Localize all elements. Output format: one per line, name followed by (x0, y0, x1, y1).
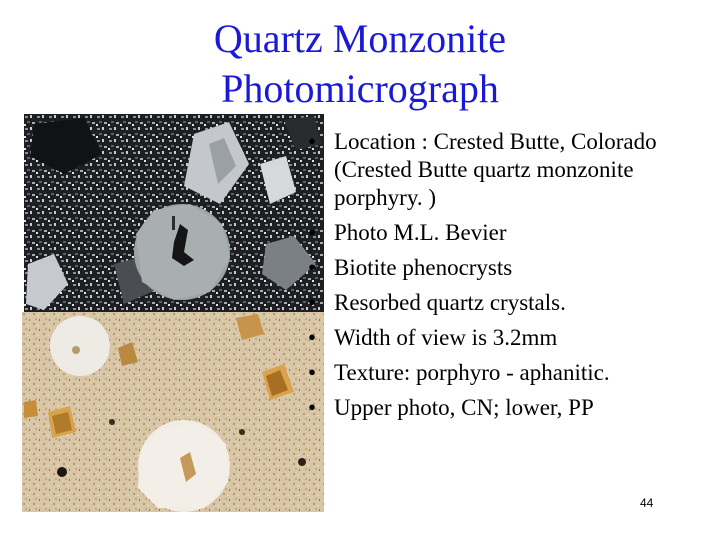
page-number: 44 (640, 496, 654, 510)
bullet-item-width (308, 324, 708, 352)
bullet-marker: • (308, 129, 317, 154)
bullet-marker: • (308, 395, 317, 420)
bullet-text: Upper photo, CN; lower, PP (334, 395, 594, 420)
bullet-item-quartz (308, 289, 708, 317)
slide-title-line-2: Photomicrograph (221, 66, 499, 111)
bullet-item-texture (308, 359, 708, 387)
bullet-text: Resorbed quartz crystals. (334, 290, 566, 315)
bullet-marker: • (308, 325, 317, 350)
bullet-marker: • (308, 220, 317, 245)
bullet-marker: • (308, 255, 317, 280)
bullet-marker: • (308, 360, 317, 385)
bullet-list (308, 128, 708, 429)
slide-title-line-1: Quartz Monzonite (213, 16, 507, 61)
photomicrograph-upper-cross-polarized (24, 114, 324, 314)
bullet-text: Texture: porphyro - aphanitic. (334, 360, 610, 385)
bullet-text: Photo M.L. Bevier (334, 220, 507, 245)
bullet-marker: • (308, 290, 317, 315)
bullet-item-biotite (308, 254, 708, 282)
bullet-text: Biotite phenocrysts (334, 255, 513, 280)
bullet-text: Width of view is 3.2mm (334, 325, 558, 350)
slide-title (140, 14, 580, 114)
bullet-text: Location : Crested Butte, Colorado (Crested Butte quartz monzonite porphyry. ) (334, 129, 657, 210)
bullet-item-photo-mode (308, 394, 708, 422)
bullet-item-location (308, 128, 708, 212)
bullet-item-photo-credit (308, 219, 708, 247)
photomicrograph-lower-plane-polarized (22, 312, 324, 512)
